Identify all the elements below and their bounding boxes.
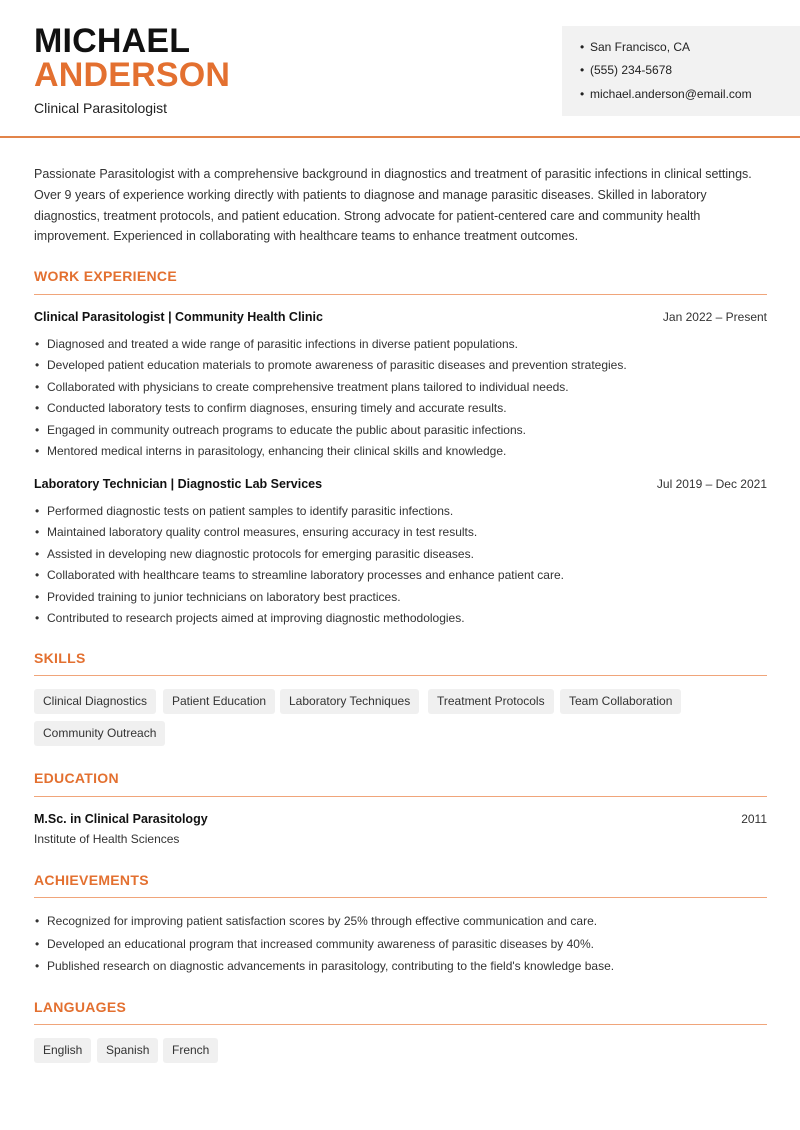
job-bullets (34, 336, 767, 464)
section-divider (34, 897, 767, 898)
section-divider (34, 675, 767, 676)
section-divider (34, 796, 767, 797)
list-item: • Mentored medical interns in parasitology, enhancing their clinical skills and knowledge. (34, 443, 767, 464)
section-title-languages: LANGUAGES (34, 999, 127, 1015)
language-chip: French (163, 1038, 218, 1063)
job-bullets (34, 503, 767, 631)
list-item: • Developed patient education materials to promote awareness of parasitic diseases and prevention strategies. (34, 357, 767, 378)
job-title: Clinical Parasitologist (34, 100, 168, 116)
professional-summary: Passionate Parasitologist with a comprehensive background in diagnostics and treatment of parasitic infections in clinical settings. Over 9 years of experience working directly with patients to diagnose and manage parasitic diseases. Skilled in laboratory diagnostics, treatment protocols, and patient education. Strong advocate for patient-centered care and community health improvement. Experienced in collaborating with healthcare teams to enhance treatment outcomes. (34, 167, 752, 244)
contact-box (562, 26, 800, 116)
education-year: 2011 (741, 812, 767, 826)
job-header (34, 310, 767, 324)
list-item: • Diagnosed and treated a wide range of parasitic infections in diverse patient populations. (34, 336, 767, 357)
section-title-achievements: ACHIEVEMENTS (34, 872, 149, 888)
skill-chip: Patient Education (163, 689, 275, 714)
section-title-education: EDUCATION (34, 770, 119, 786)
list-item: • Published research on diagnostic advancements in parasitology, contributing to the field's knowledge base. (34, 958, 767, 981)
list-item: • Developed an educational program that increased community awareness of parasitic diseases by 40%. (34, 936, 767, 959)
first-name: MICHAEL (34, 22, 191, 60)
list-item: • Collaborated with physicians to create comprehensive treatment plans tailored to individual needs. (34, 379, 767, 400)
achievement-list (34, 913, 767, 981)
language-chip: Spanish (97, 1038, 158, 1063)
list-item: • Maintained laboratory quality control measures, ensuring accuracy in test results. (34, 524, 767, 545)
skill-chip: Team Collaboration (560, 689, 681, 714)
section-divider (34, 1024, 767, 1025)
last-name: ANDERSON (34, 56, 231, 94)
job-role: Clinical Parasitologist | Community Health Clinic (34, 310, 323, 324)
skill-chip: Community Outreach (34, 721, 165, 746)
skill-chip: Treatment Protocols (428, 689, 554, 714)
section-title-skills: SKILLS (34, 650, 86, 666)
list-item: • Engaged in community outreach programs to educate the public about parasitic infections. (34, 422, 767, 443)
contact-location: • San Francisco, CA (590, 40, 690, 54)
list-item: • Performed diagnostic tests on patient samples to identify parasitic infections. (34, 503, 767, 524)
job-role: Laboratory Technician | Diagnostic Lab Services (34, 477, 323, 491)
list-item: • Recognized for improving patient satisfaction scores by 25% through effective communication and care. (34, 913, 767, 936)
job-dates: Jul 2019 – Dec 2021 (656, 477, 767, 491)
contact-phone[interactable]: • (555) 234-5678 (590, 63, 672, 77)
language-chip: English (34, 1038, 91, 1063)
job-header (34, 477, 767, 491)
list-item: • Collaborated with healthcare teams to streamline laboratory processes and enhance patient care. (34, 567, 767, 588)
list-item: • Contributed to research projects aimed at improving diagnostic methodologies. (34, 610, 767, 631)
education-school: Institute of Health Sciences (34, 832, 180, 846)
list-item: • Conducted laboratory tests to confirm diagnoses, ensuring timely and accurate results. (34, 400, 767, 421)
education-degree: M.Sc. in Clinical Parasitology (34, 812, 208, 826)
contact-email[interactable]: • michael.anderson@email.com (590, 87, 752, 101)
section-divider (34, 294, 767, 295)
resume-header (0, 0, 800, 138)
skill-chip: Clinical Diagnostics (34, 689, 156, 714)
list-item: • Provided training to junior technicians on laboratory best practices. (34, 589, 767, 610)
section-title-work: WORK EXPERIENCE (34, 268, 177, 284)
skill-chip: Laboratory Techniques (280, 689, 419, 714)
list-item: • Assisted in developing new diagnostic protocols for emerging parasitic diseases. (34, 546, 767, 567)
job-dates: Jan 2022 – Present (662, 310, 767, 324)
